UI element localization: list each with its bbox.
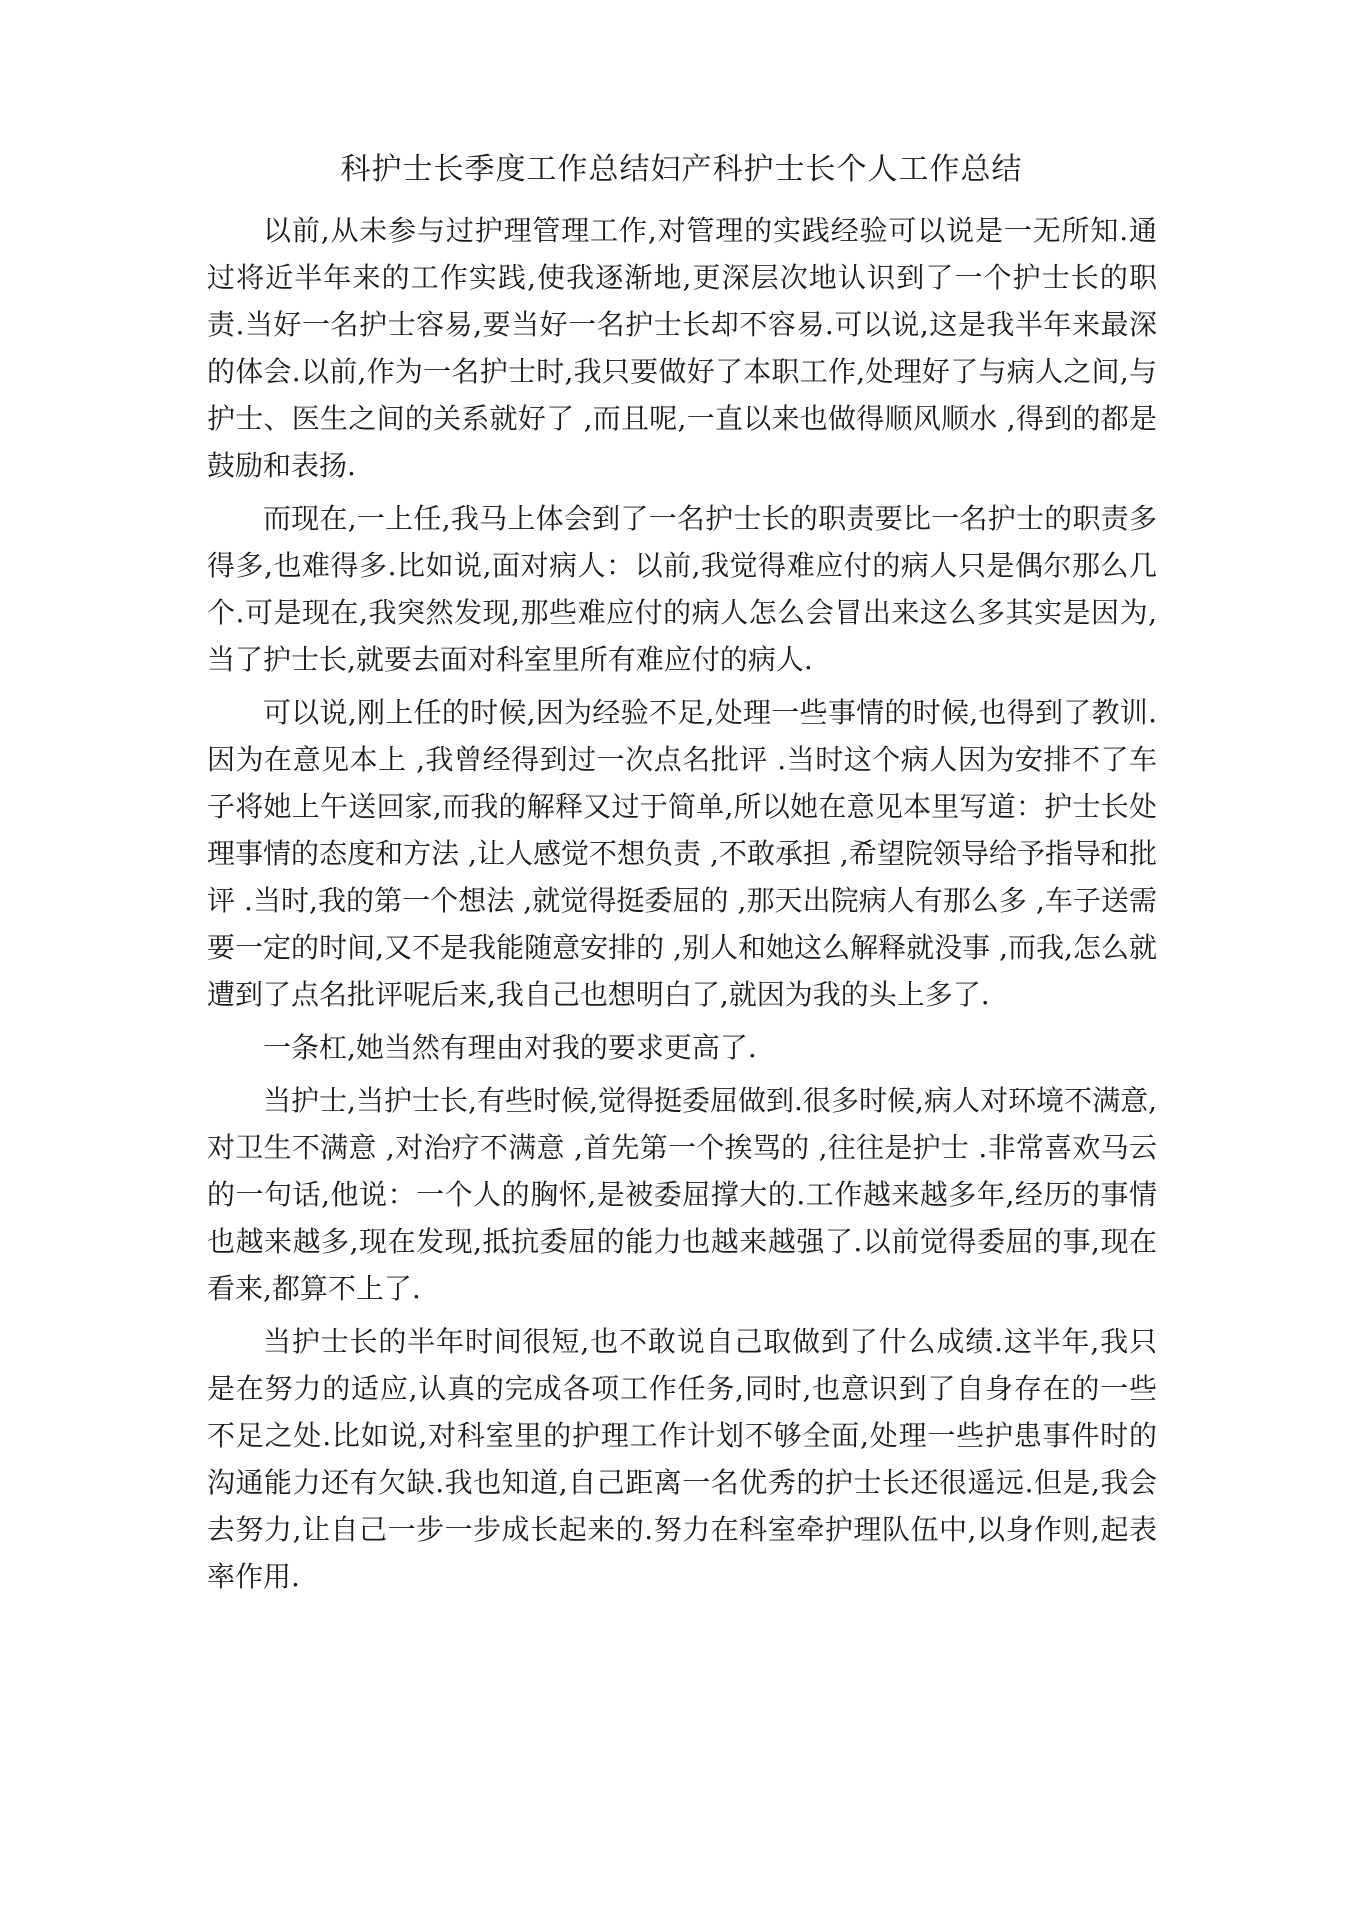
body-paragraph: 当护士长的半年时间很短,也不敢说自己取做到了什么成绩.这半年,我只是在努力的适应,认真的完成各项工作任务,同时,也意识到了自身存在的一些不足之处.比如说,对科室里的护理工作计划不够全面,处理一些护患事件时的沟通能力还有欠缺.我也知道,自己距离一名优秀的护士长还很遥远.但是,我会去努力,让自己一步一步成长起来的.努力在科室牵护理队伍中,以身作则,起表率作用. [207, 1325, 1157, 1593]
body-paragraph: 可以说,刚上任的时候,因为经验不足,处理一些事情的时候,也得到了教训.因为在意见本上 ,我曾经得到过一次点名批评 .当时这个病人因为安排不了车子将她上午送回家,而我的解释又过于简单,所以她在意见本里写道：护士长处理事情的态度和方法 ,让人感觉不想负责 ,不敢承担 ,希望院领导给予指导和批评 .当时,我的第一个想法 ,就觉得挺委屈的 ,那天出院病人有那么多 ,车子送需要一定的时间,又不是我能随意安排的 ,别人和她这么解释就没事 ,而我,怎么就遭到了点名批评呢后来,我自己也想明白了,就因为我的头上多了. [207, 696, 1157, 1011]
document-body [207, 207, 1157, 1606]
body-paragraph: 以前,从未参与过护理管理工作,对管理的实践经验可以说是一无所知.通过将近半年来的工作实践,使我逐渐地,更深层次地认识到了一个护士长的职责.当好一名护士容易,要当好一名护士长却不容易.可以说,这是我半年来最深的体会.以前,作为一名护士时,我只要做好了本职工作,处理好了与病人之间,与护士、医生之间的关系就好了 ,而且呢,一直以来也做得顺风顺水 ,得到的都是鼓励和表扬. [207, 214, 1157, 482]
body-paragraph: 一条杠,她当然有理由对我的要求更高了. [263, 1031, 757, 1064]
document-title: 科护士长季度工作总结妇产科护士长个人工作总结 [340, 152, 1023, 187]
body-paragraph: 而现在,一上任,我马上体会到了一名护士长的职责要比一名护士的职责多得多,也难得多.比如说,面对病人：以前,我觉得难应付的病人只是偶尔那么几个.可是现在,我突然发现,那些难应付的病人怎么会冒出来这么多其实是因为,当了护士长,就要去面对科室里所有难应付的病人. [207, 502, 1157, 676]
body-paragraph: 当护士,当护士长,有些时候,觉得挺委屈做到.很多时候,病人对环境不满意,对卫生不满意 ,对治疗不满意 ,首先第一个挨骂的 ,往往是护士 .非常喜欢马云的一句话,他说：一个人的胸怀,是被委屈撑大的.工作越来越多年,经历的事情也越来越多,现在发现,抵抗委屈的能力也越来越强了.以前觉得委屈的事,现在看来,都算不上了. [207, 1084, 1157, 1305]
